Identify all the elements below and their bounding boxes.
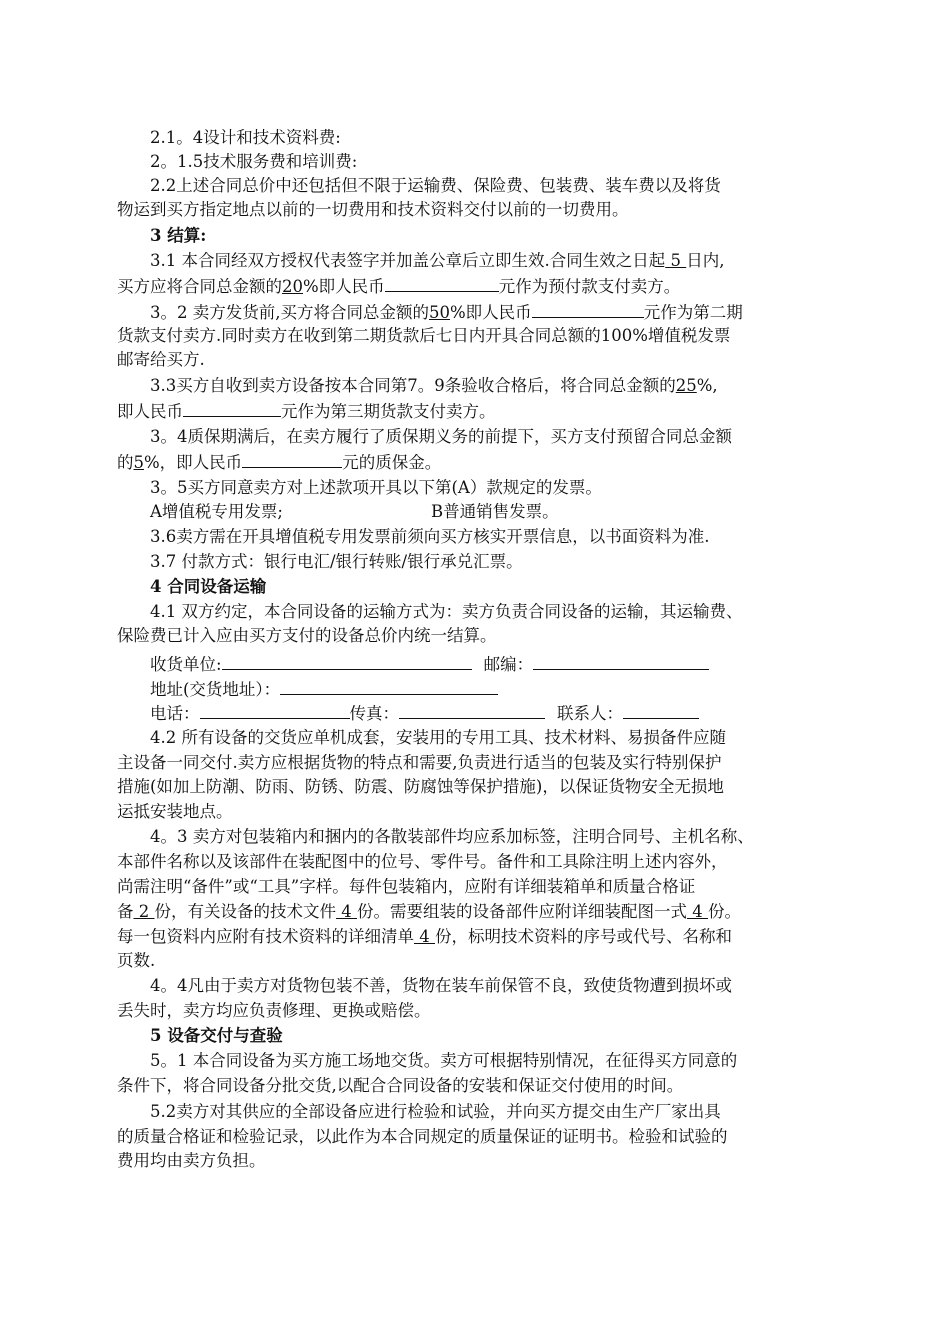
clause-text: 货款支付卖方.同时卖方在收到第二期货款后七日内开具合同总额的100%增值税发票 (117, 326, 731, 345)
clause-3-4-line1 (150, 425, 732, 449)
clause-2-1-5 (150, 150, 357, 174)
clause-3-6 (150, 525, 710, 549)
clause-text: 条件下，将合同设备分批交货,以配合合同设备的安装和保证交付使用的时间。 (117, 1076, 684, 1095)
clause-text: 4.1 双方约定，本合同设备的运输方式为：卖方负责合同设备的运输，其运输费、 (150, 602, 743, 621)
clause-text: 元作为第二期 (643, 303, 743, 322)
fax-label: 传真： (349, 704, 399, 723)
clause-text: %，即人民币 (144, 453, 243, 472)
clause-4-2-line2 (117, 751, 722, 775)
clause-4-3-line1 (150, 825, 754, 849)
clause-text: 尚需注明“备件”或“工具”字样。每件包装箱内，应附有详细装箱单和质量合格证 (117, 877, 696, 896)
section-heading-5 (150, 1024, 283, 1048)
clause-text: 3。2 卖方发货前,买方将合同总金额的 (150, 303, 429, 322)
clause-text: 3.3买方自收到卖方设备按本合同第7。9条验收合格后，将合同总金额的 (150, 376, 676, 395)
heading-text: 4 合同设备运输 (150, 577, 267, 596)
clause-4-2-line4 (117, 800, 233, 824)
clause-text: 份。 (708, 902, 741, 921)
clause-5-2-line3 (117, 1149, 266, 1173)
amount-blank (242, 450, 342, 468)
clause-text: 元的质保金。 (342, 453, 442, 472)
clause-text: 3。5买方同意卖方对上述款项开具以下第(A）款规定的发票。 (150, 478, 602, 497)
contact-row (150, 701, 699, 725)
filled-days: 5 (665, 251, 687, 270)
clause-3-2-line1 (150, 300, 743, 324)
postcode-label: 邮编： (483, 655, 534, 674)
clause-4-2-line3 (117, 775, 724, 799)
phone-field[interactable] (200, 701, 350, 719)
clause-4-3-line3 (117, 875, 695, 899)
clause-text: 4。4凡由于卖方对货物包装不善，货物在装车前保管不良，致使货物遭到损坏或 (150, 976, 732, 995)
address-row (150, 677, 498, 701)
clause-text: 元作为第三期货款支付卖方。 (281, 402, 496, 421)
clause-text: 日内, (686, 251, 725, 270)
clause-3-2-line3 (117, 348, 205, 372)
clause-text: 份，标明技术资料的序号或代号、名称和 (435, 927, 732, 946)
address-label: 地址(交货地址）： (150, 680, 281, 699)
clause-2-2-line2 (117, 198, 629, 222)
clause-text: 2。1.5技术服务费和培训费: (150, 152, 358, 171)
invoice-options (150, 500, 559, 524)
clause-2-2-line1 (150, 174, 721, 198)
filled-percent: 25 (675, 376, 697, 395)
section-heading-3 (150, 224, 206, 248)
invoice-option-b: B普通销售发票。 (430, 502, 559, 521)
clause-2-1-4 (150, 126, 341, 150)
clause-4-1-line1 (150, 600, 743, 624)
clause-3-3-line1 (150, 374, 718, 398)
clause-text: 买方应将合同总金额的 (117, 277, 282, 296)
clause-text: 保险费已计入应由买方支付的设备总价内统一结算。 (117, 626, 497, 645)
filled-copies: 4 (414, 927, 435, 946)
clause-text: %即人民币 (303, 277, 385, 296)
fax-field[interactable] (399, 701, 545, 719)
filled-percent: 20 (282, 277, 303, 296)
amount-blank (532, 300, 644, 318)
clause-5-2-line2 (117, 1125, 728, 1149)
clause-text: 2.1。4设计和技术资料费: (150, 128, 341, 147)
filled-copies: 4 (336, 902, 357, 921)
clause-4-3-line5 (117, 925, 732, 949)
clause-text: 的 (117, 453, 134, 472)
clause-3-7 (150, 550, 523, 574)
clause-text: 即人民币 (117, 402, 183, 421)
postcode-field[interactable] (533, 652, 709, 670)
clause-4-3-line2 (117, 850, 728, 874)
clause-text: 3.1 本合同经双方授权代表签字并加盖公章后立即生效.合同生效之日起 (150, 251, 666, 270)
clause-text: 主设备一同交付.卖方应根据货物的特点和需要,负责进行适当的包装及实行特别保护 (117, 753, 722, 772)
filled-percent: 5 (133, 453, 144, 472)
clause-4-1-line2 (117, 624, 497, 648)
clause-text: 3。4质保期满后，在卖方履行了质保期义务的前提下，买方支付预留合同总金额 (150, 427, 732, 446)
phone-label: 电话： (150, 704, 200, 723)
clause-4-3-line6 (117, 949, 155, 973)
clause-text: 3.7 付款方式：银行电汇/银行转账/银行承兑汇票。 (150, 552, 523, 571)
clause-text: 份。需要组装的设备部件应附详细装配图一式 (357, 902, 687, 921)
clause-4-4-line1 (150, 974, 732, 998)
clause-text: 丢失时，卖方均应负责修理、更换或赔偿。 (117, 1001, 431, 1020)
amount-blank (183, 399, 281, 417)
address-field[interactable] (280, 677, 498, 695)
clause-text: 的质量合格证和检验记录，以此作为本合同规定的质量保证的证明书。检验和试验的 (117, 1127, 728, 1146)
contact-person-field[interactable] (623, 701, 699, 719)
filled-percent: 50 (429, 303, 450, 322)
clause-3-5 (150, 476, 602, 500)
consignee-field[interactable] (222, 652, 472, 670)
consignee-label: 收货单位: (150, 655, 222, 674)
clause-text: 每一包资料内应附有技术资料的详细清单 (117, 927, 414, 946)
clause-text: 物运到买方指定地点以前的一切费用和技术资料交付以前的一切费用。 (117, 200, 629, 219)
clause-4-3-line4 (117, 900, 741, 924)
clause-text: %, (696, 376, 718, 395)
clause-5-1-line2 (117, 1074, 683, 1098)
clause-text: 本部件名称以及该部件在装配图中的位号、零件号。备件和工具除注明上述内容外， (117, 852, 728, 871)
filled-copies: 4 (687, 902, 708, 921)
clause-3-1-line2 (117, 274, 680, 298)
clause-5-1-line1 (150, 1049, 737, 1073)
heading-text: 3 结算: (150, 226, 207, 245)
consignee-row (150, 652, 709, 676)
contact-person-label: 联系人： (557, 704, 623, 723)
clause-text: 备 (117, 902, 134, 921)
clause-3-1-line1 (150, 249, 724, 273)
clause-3-3-line2 (117, 399, 496, 423)
clause-text: 份，有关设备的技术文件 (154, 902, 336, 921)
clause-4-2-line1 (150, 726, 726, 750)
clause-5-2-line1 (150, 1100, 721, 1124)
section-heading-4 (150, 575, 266, 599)
clause-text: 4.2 所有设备的交货应单机成套，安装用的专用工具、技术材料、易损备件应随 (150, 728, 726, 747)
invoice-option-a: A增值税专用发票; (150, 502, 283, 521)
clause-text: 3.6卖方需在开具增值税专用发票前须向买方核实开票信息，以书面资料为准. (150, 527, 710, 546)
clause-4-4-line2 (117, 999, 431, 1023)
clause-text: 措施(如加上防潮、防雨、防锈、防震、防腐蚀等保护措施)，以保证货物安全无损地 (117, 777, 724, 796)
clause-text: 邮寄给买方. (117, 350, 205, 369)
clause-3-4-line2 (117, 450, 441, 474)
clause-text: %即人民币 (450, 303, 532, 322)
clause-text: 4。3 卖方对包装箱内和捆内的各散装部件均应系加标签，注明合同号、主机名称、 (150, 827, 754, 846)
clause-text: 2.2上述合同总价中还包括但不限于运输费、保险费、包装费、装车费以及将货 (150, 176, 721, 195)
clause-text: 费用均由卖方负担。 (117, 1151, 266, 1170)
clause-text: 页数. (117, 951, 156, 970)
clause-3-2-line2 (117, 324, 730, 348)
clause-text: 运抵安装地点。 (117, 802, 233, 821)
clause-text: 5。1 本合同设备为买方施工场地交货。卖方可根据特别情况，在征得买方同意的 (150, 1051, 738, 1070)
filled-copies: 2 (133, 902, 155, 921)
clause-text: 5.2卖方对其供应的全部设备应进行检验和试验，并向买方提交由生产厂家出具 (150, 1102, 721, 1121)
heading-text: 5 设备交付与查验 (150, 1026, 283, 1045)
clause-text: 元作为预付款支付卖方。 (498, 277, 681, 296)
amount-blank (385, 274, 499, 292)
